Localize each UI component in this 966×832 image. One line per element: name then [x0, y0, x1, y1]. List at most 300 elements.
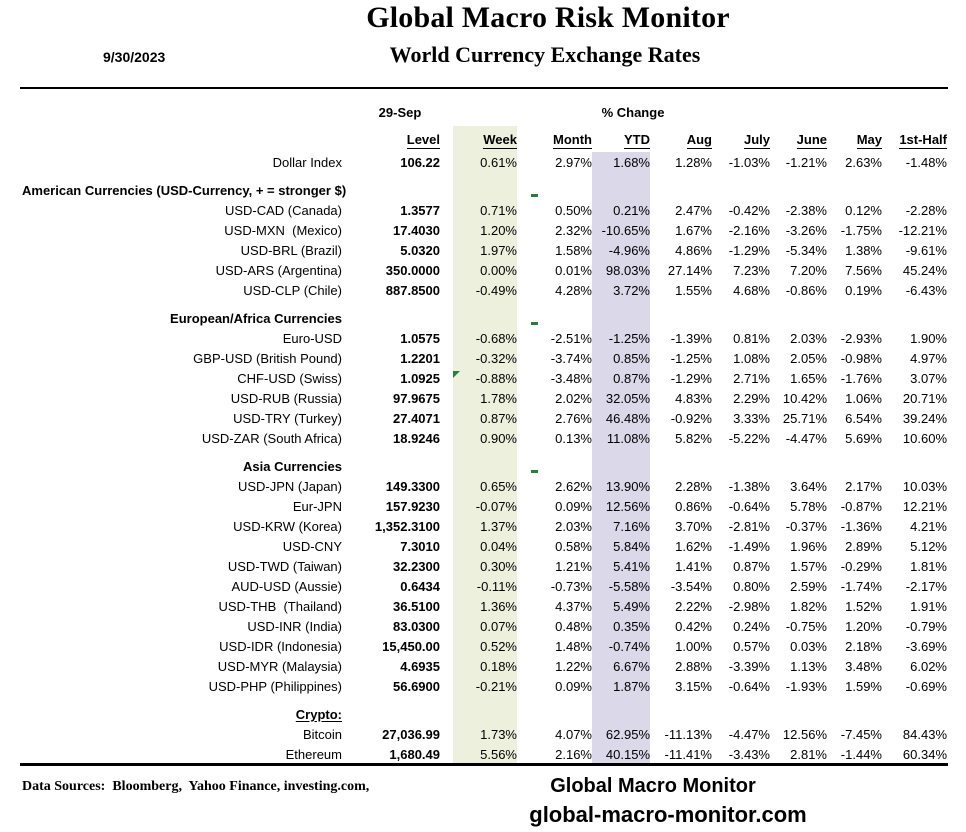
row-label: USD-IDR (Indonesia) — [219, 638, 342, 654]
mo-cell: 0.09% — [555, 678, 592, 694]
jul-cell: -0.42% — [728, 202, 770, 218]
note-dash-icon — [531, 194, 538, 197]
table-row — [22, 240, 947, 260]
jun-cell: 1.96% — [790, 538, 827, 554]
hf-cell: 39.24% — [902, 410, 947, 426]
may-cell: -1.44% — [840, 746, 882, 762]
may-cell: -1.76% — [840, 370, 882, 386]
wk-cell: 1.36% — [453, 596, 517, 616]
ytd-cell: 3.72% — [592, 280, 650, 300]
mo-cell — [517, 448, 592, 476]
col-header-ytd — [592, 126, 650, 152]
wk-cell: 1.97% — [453, 240, 517, 260]
aug-cell: 2.22% — [675, 598, 712, 614]
may-cell: -0.87% — [840, 498, 882, 514]
page-subtitle: World Currency Exchange Rates — [389, 42, 701, 67]
section-title: European/Africa Currencies — [170, 311, 342, 326]
lvl-cell: 15,450.00 — [382, 638, 440, 654]
aug-cell: -11.41% — [664, 746, 712, 762]
ytd-cell — [592, 696, 650, 724]
may-cell — [827, 696, 882, 724]
ytd-cell: 0.85% — [592, 348, 650, 368]
spacer-cell — [440, 126, 453, 152]
ytd-cell: -5.58% — [592, 576, 650, 596]
jun-cell: 2.59% — [790, 578, 827, 594]
row-label: USD-JPN (Japan) — [237, 478, 342, 494]
jul-cell: 2.71% — [733, 370, 770, 386]
mo-cell: 1.48% — [555, 638, 592, 654]
ytd-cell: 12.56% — [592, 496, 650, 516]
level-cell — [342, 448, 440, 476]
lvl-cell: 350.0000 — [385, 262, 440, 278]
may-cell: 1.06% — [845, 390, 882, 406]
mo-cell: -3.48% — [550, 370, 592, 386]
lvl-cell: 7.3010 — [400, 538, 440, 554]
aug-cell: 27.14% — [667, 262, 712, 278]
jun-cell: 1.82% — [790, 598, 827, 614]
section-row — [22, 300, 947, 328]
table-row — [22, 260, 947, 280]
spacer-cell — [440, 152, 453, 172]
table-row — [22, 724, 947, 744]
jun-cell: -0.37% — [785, 518, 827, 534]
spacer-cell — [440, 428, 453, 448]
jun-cell — [770, 696, 827, 724]
mo-cell: 0.48% — [555, 618, 592, 634]
ytd-cell: 11.08% — [592, 428, 650, 448]
col-header-jul — [712, 126, 770, 152]
row-label: GBP-USD (British Pound) — [193, 350, 342, 366]
note-dash-icon — [531, 322, 538, 325]
table-row — [22, 516, 947, 536]
row-label: USD-CLP (Chile) — [243, 282, 342, 298]
jun-cell: 1.57% — [790, 558, 827, 574]
ytd-cell: 32.05% — [592, 388, 650, 408]
spacer-cell — [440, 516, 453, 536]
row-label: USD-PHP (Philippines) — [208, 678, 342, 694]
spacer-cell — [440, 556, 453, 576]
may-cell: 7.56% — [845, 262, 882, 278]
page-title: Global Macro Risk Monitor — [366, 1, 730, 34]
jul-cell: -0.64% — [728, 678, 770, 694]
table-row — [22, 496, 947, 516]
aug-cell: -0.92% — [670, 410, 712, 426]
may-cell — [827, 448, 882, 476]
aug-cell: 5.82% — [675, 430, 712, 446]
jun-cell: 2.05% — [790, 350, 827, 366]
col-header-label: 1st-Half — [899, 132, 947, 147]
may-cell: 6.54% — [845, 410, 882, 426]
aug-cell: 2.47% — [675, 202, 712, 218]
jul-cell: -1.38% — [728, 478, 770, 494]
may-cell: 2.63% — [845, 154, 882, 170]
hf-cell: 84.43% — [902, 726, 947, 742]
jun-cell — [770, 172, 827, 200]
mo-cell: 2.76% — [555, 410, 592, 426]
lvl-cell: 56.6900 — [393, 678, 440, 694]
table-row — [22, 744, 947, 764]
may-cell: 2.89% — [845, 538, 882, 554]
jul-cell: 3.33% — [733, 410, 770, 426]
level-cell — [342, 696, 440, 724]
column-header-row — [22, 126, 947, 152]
row-label: USD-ARS (Argentina) — [215, 262, 342, 278]
corner-cell — [22, 126, 342, 152]
jun-cell — [770, 448, 827, 476]
hf-cell: 4.97% — [910, 350, 947, 366]
wk-cell: 0.61% — [453, 152, 517, 172]
lvl-cell: 18.9246 — [393, 430, 440, 446]
aug-cell — [650, 696, 712, 724]
ytd-cell: -4.96% — [592, 240, 650, 260]
section-row — [22, 448, 947, 476]
table-row — [22, 408, 947, 428]
row-label: USD-TWD (Taiwan) — [227, 558, 342, 574]
may-cell: 0.12% — [845, 202, 882, 218]
spacer-cell — [440, 300, 453, 328]
top-divider — [20, 87, 948, 89]
row-label: USD-CNY — [282, 538, 342, 554]
row-label: Ethereum — [285, 746, 342, 762]
spacer-cell — [440, 536, 453, 556]
aug-cell: 1.41% — [675, 558, 712, 574]
level-cell — [342, 300, 440, 328]
may-cell: 0.19% — [845, 282, 882, 298]
hf-cell: 20.71% — [902, 390, 947, 406]
jul-cell: 0.80% — [733, 578, 770, 594]
wk-cell: 1.78% — [453, 388, 517, 408]
hf-cell: -12.21% — [898, 222, 947, 238]
may-cell: 2.18% — [845, 638, 882, 654]
mo-cell — [517, 300, 592, 328]
table-row — [22, 200, 947, 220]
table-row — [22, 656, 947, 676]
jul-cell: 7.23% — [733, 262, 770, 278]
mo-cell: 0.13% — [555, 430, 592, 446]
table-row — [22, 348, 947, 368]
may-cell: 1.52% — [845, 598, 882, 614]
jul-cell: -2.81% — [728, 518, 770, 534]
section-row — [22, 696, 947, 724]
lvl-cell: 1,352.3100 — [374, 518, 440, 534]
wk-cell: 0.07% — [453, 616, 517, 636]
jul-cell: -1.29% — [728, 242, 770, 258]
jun-cell: -0.86% — [785, 282, 827, 298]
lvl-cell: 4.6935 — [400, 658, 440, 674]
may-cell: -0.98% — [840, 350, 882, 366]
table-row — [22, 536, 947, 556]
row-label: USD-KRW (Korea) — [233, 518, 342, 534]
row-label: AUD-USD (Aussie) — [231, 578, 342, 594]
col-header-jun — [770, 126, 827, 152]
spacer-cell — [440, 576, 453, 596]
hf-cell: 1.90% — [910, 330, 947, 346]
aug-cell: 0.86% — [675, 498, 712, 514]
lvl-cell: 0.6434 — [400, 578, 440, 594]
hf-cell: 6.02% — [910, 658, 947, 674]
hf-cell: 10.60% — [902, 430, 947, 446]
jul-cell: -1.49% — [728, 538, 770, 554]
col-header-label: Level — [406, 132, 440, 147]
hf-cell: -0.79% — [905, 618, 947, 634]
hf-cell — [882, 448, 947, 476]
spacer-cell — [440, 496, 453, 516]
hf-cell: -3.69% — [905, 638, 947, 654]
ytd-cell: 98.03% — [592, 260, 650, 280]
mo-cell: 4.07% — [555, 726, 592, 742]
hf-cell: 12.21% — [902, 498, 947, 514]
aug-cell — [650, 172, 712, 200]
hf-cell: 4.21% — [910, 518, 947, 534]
spacer-cell — [440, 636, 453, 656]
spacer-cell — [440, 240, 453, 260]
aug-cell: 1.55% — [675, 282, 712, 298]
mo-cell: 2.03% — [555, 518, 592, 534]
lvl-cell: 1.2201 — [400, 350, 440, 366]
jul-cell: -0.64% — [728, 498, 770, 514]
spacer-cell — [440, 368, 453, 388]
hf-cell: 60.34% — [902, 746, 947, 762]
table-row — [22, 476, 947, 496]
table-row — [22, 428, 947, 448]
ytd-cell: 13.90% — [592, 476, 650, 496]
ytd-cell: -10.65% — [592, 220, 650, 240]
jun-cell: 10.42% — [782, 390, 827, 406]
ytd-cell: -0.74% — [592, 636, 650, 656]
mo-cell: 1.22% — [555, 658, 592, 674]
jun-cell: -0.75% — [785, 618, 827, 634]
ytd-cell: 5.49% — [592, 596, 650, 616]
table-row — [22, 556, 947, 576]
section-label — [22, 300, 342, 328]
note-dash-icon — [531, 470, 538, 473]
aug-cell: 1.00% — [675, 638, 712, 654]
row-label: USD-INR (India) — [247, 618, 342, 634]
aug-cell: -1.39% — [670, 330, 712, 346]
col-header-label: July — [743, 132, 770, 147]
aug-cell: 3.70% — [675, 518, 712, 534]
ytd-cell — [592, 300, 650, 328]
report-date: 9/30/2023 — [103, 49, 166, 65]
jun-cell: 5.78% — [790, 498, 827, 514]
section-label — [22, 172, 347, 200]
jul-cell: 0.57% — [733, 638, 770, 654]
hf-cell: 10.03% — [902, 478, 947, 494]
mo-cell: 1.21% — [555, 558, 592, 574]
may-cell: -1.36% — [840, 518, 882, 534]
wk-cell: 0.00% — [453, 260, 517, 280]
aug-cell: -3.54% — [670, 578, 712, 594]
ytd-cell: 62.95% — [592, 724, 650, 744]
wk-cell: 0.52% — [453, 636, 517, 656]
hf-cell: -6.43% — [905, 282, 947, 298]
ytd-cell: 6.67% — [592, 656, 650, 676]
jun-cell: 1.13% — [790, 658, 827, 674]
wk-cell: -0.68% — [453, 328, 517, 348]
lvl-cell: 32.2300 — [393, 558, 440, 574]
wk-cell — [453, 300, 517, 328]
lvl-cell: 27.4071 — [393, 410, 440, 426]
lvl-cell: 1,680.49 — [389, 746, 440, 762]
aug-cell: -1.25% — [670, 350, 712, 366]
hf-cell — [882, 300, 947, 328]
aug-cell: 1.28% — [675, 154, 712, 170]
spacer-cell — [440, 616, 453, 636]
aug-cell — [650, 448, 712, 476]
row-label: USD-ZAR (South Africa) — [201, 430, 342, 446]
may-cell: 5.69% — [845, 430, 882, 446]
wk-cell — [453, 696, 517, 724]
jun-cell: 1.65% — [790, 370, 827, 386]
jun-cell: 3.64% — [790, 478, 827, 494]
jun-cell: -1.21% — [785, 154, 827, 170]
jun-cell: -2.38% — [785, 202, 827, 218]
wk-cell: -0.32% — [453, 348, 517, 368]
hf-cell: -2.28% — [905, 202, 947, 218]
jul-cell: 2.29% — [733, 390, 770, 406]
spacer-cell — [440, 656, 453, 676]
wk-cell: -0.11% — [453, 576, 517, 596]
jun-cell: -1.93% — [785, 678, 827, 694]
spacer-cell — [440, 408, 453, 428]
jul-cell: -2.16% — [728, 222, 770, 238]
wk-cell: 0.90% — [453, 428, 517, 448]
jul-cell: 0.24% — [733, 618, 770, 634]
section-title: Asia Currencies — [243, 459, 342, 474]
table-row — [22, 368, 947, 388]
aug-cell: 0.42% — [675, 618, 712, 634]
col-header-lvl — [342, 126, 440, 152]
jun-cell — [770, 300, 827, 328]
mo-cell: 2.62% — [517, 476, 592, 496]
row-label: USD-MYR (Malaysia) — [217, 658, 342, 674]
table-row — [22, 596, 947, 616]
spacer-cell — [440, 744, 453, 764]
wk-cell: -0.21% — [453, 676, 517, 696]
spacer-cell — [440, 260, 453, 280]
row-label: Bitcoin — [302, 726, 342, 742]
brand-website: global-macro-monitor.com — [529, 802, 807, 827]
jul-cell: -5.22% — [728, 430, 770, 446]
spacer-cell — [440, 200, 453, 220]
jul-cell — [712, 172, 770, 200]
lvl-cell: 97.9675 — [393, 390, 440, 406]
jul-cell: -1.03% — [728, 154, 770, 170]
hf-cell — [882, 696, 947, 724]
col-header-wk — [453, 126, 517, 152]
col-header-label: Month — [553, 132, 592, 147]
spacer-cell — [440, 696, 453, 724]
jun-cell: -5.34% — [785, 242, 827, 258]
percent-change-label: % Change — [601, 105, 665, 120]
col-header-mo — [517, 126, 592, 152]
mo-cell: -0.73% — [550, 578, 592, 594]
ytd-cell — [592, 448, 650, 476]
may-cell: -0.29% — [840, 558, 882, 574]
lvl-cell: 157.9230 — [385, 498, 440, 514]
lvl-cell: 887.8500 — [385, 282, 440, 298]
table-row — [22, 676, 947, 696]
spacer-cell — [440, 388, 453, 408]
may-cell — [827, 172, 882, 200]
lvl-cell: 36.5100 — [393, 598, 440, 614]
wk-cell: 0.87% — [453, 408, 517, 428]
hf-cell: -0.69% — [905, 678, 947, 694]
ytd-cell: 0.21% — [592, 200, 650, 220]
spacer-cell — [440, 676, 453, 696]
wk-cell: -0.49% — [453, 280, 517, 300]
lvl-cell: 1.3577 — [400, 202, 440, 218]
level-date-label: 29-Sep — [378, 105, 422, 120]
col-header-aug — [650, 126, 712, 152]
col-header-label: YTD — [624, 132, 650, 147]
jul-cell: 4.68% — [733, 282, 770, 298]
may-cell: -1.75% — [840, 222, 882, 238]
wk-cell — [453, 448, 517, 476]
jun-cell: 7.20% — [790, 262, 827, 278]
wk-cell: 0.30% — [453, 556, 517, 576]
hf-cell: -1.48% — [905, 154, 947, 170]
wk-cell: 5.56% — [453, 744, 517, 764]
spacer-cell — [440, 596, 453, 616]
jul-cell — [712, 696, 770, 724]
may-cell: 1.59% — [845, 678, 882, 694]
aug-cell: 1.67% — [675, 222, 712, 238]
col-header-label: May — [856, 132, 882, 147]
wk-cell: 1.20% — [453, 220, 517, 240]
col-header-label: Week — [483, 132, 517, 147]
wk-cell: 0.18% — [453, 656, 517, 676]
section-title: Crypto: — [295, 707, 342, 722]
lvl-cell: 149.3300 — [385, 478, 440, 494]
jul-cell: -2.98% — [728, 598, 770, 614]
aug-cell: 3.15% — [675, 678, 712, 694]
spacer-cell — [440, 220, 453, 240]
spacer-cell — [440, 724, 453, 744]
section-label — [22, 696, 342, 724]
table-row — [22, 328, 947, 348]
row-label: CHF-USD (Swiss) — [237, 370, 342, 386]
wk-cell: -0.88% — [453, 368, 517, 388]
spacer-cell — [440, 328, 453, 348]
may-cell: -1.74% — [840, 578, 882, 594]
lvl-cell: 106.22 — [400, 154, 440, 170]
jul-cell: -3.39% — [728, 658, 770, 674]
section-label — [22, 448, 342, 476]
hf-cell: 3.07% — [910, 370, 947, 386]
aug-cell: -11.13% — [664, 726, 712, 742]
jul-cell: -3.43% — [728, 746, 770, 762]
lvl-cell: 1.0925 — [400, 370, 440, 386]
hf-cell: 1.91% — [910, 598, 947, 614]
table-row — [22, 388, 947, 408]
row-label: USD-MXN (Mexico) — [224, 222, 342, 238]
hf-cell: -2.17% — [905, 578, 947, 594]
mo-cell: 2.02% — [555, 390, 592, 406]
mo-cell: -2.51% — [517, 328, 592, 348]
mo-cell — [517, 172, 592, 200]
aug-cell: 4.83% — [675, 390, 712, 406]
may-cell: -7.45% — [840, 726, 882, 742]
table-row — [22, 280, 947, 300]
jun-cell: 0.03% — [790, 638, 827, 654]
col-header-may — [827, 126, 882, 152]
section-row — [22, 172, 947, 200]
ytd-cell — [592, 172, 650, 200]
ytd-cell: 46.48% — [592, 408, 650, 428]
lvl-cell: 83.0300 — [393, 618, 440, 634]
jun-cell: 2.03% — [790, 330, 827, 346]
